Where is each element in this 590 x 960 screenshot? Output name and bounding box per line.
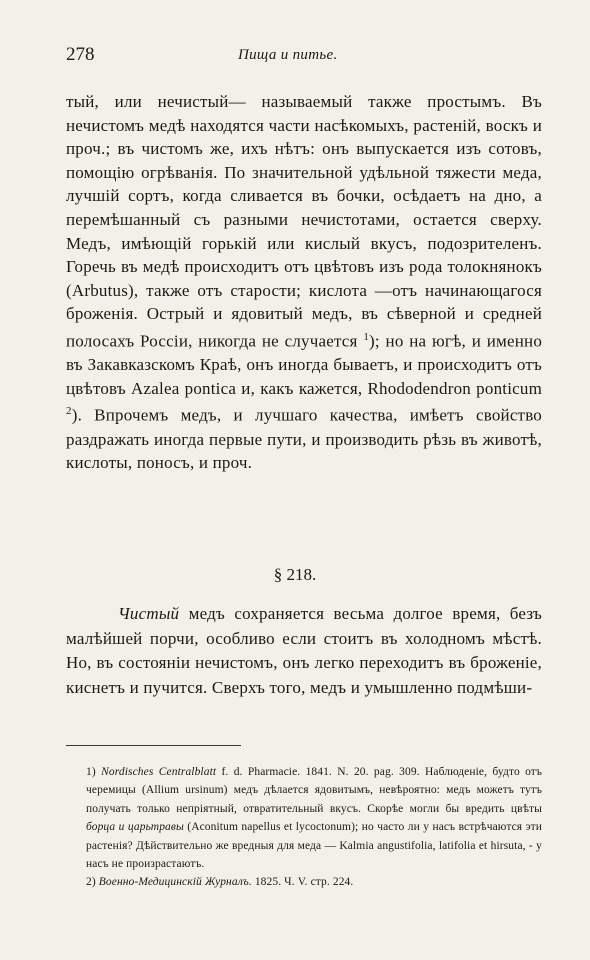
- running-head: Пища и питье.: [238, 47, 338, 63]
- paragraph-1-text-c: ). Впрочемъ медъ, и лучшаго качества, имѣетъ свойство раздражать иногда первые пути, и производить рѣзь въ животѣ, кислоты, поносъ, и проч.: [66, 406, 542, 473]
- footnote-2-text: 1825. Ч. V. стр. 224.: [251, 876, 354, 889]
- footnote-2: [86, 873, 542, 891]
- paragraph-2-text: медъ сохраняется весьма долгое время, безъ малѣйшей порчи, особливо если стоитъ въ холодномъ мѣстѣ. Но, въ состояніи нечистомъ, онъ легко переходитъ въ броженіе, киснетъ и пучится. Сверхъ того, медъ и умышленно подмѣши-: [66, 604, 542, 697]
- section-218-body: [66, 602, 542, 700]
- footnote-divider: [66, 745, 241, 746]
- footnote-1-source: Nordisches Centralblatt: [101, 766, 217, 778]
- page-number: 278: [66, 44, 95, 65]
- paragraph-2: [66, 602, 542, 700]
- footnote-2-marker: 2): [86, 876, 96, 889]
- footnote-1-marker: 1): [86, 766, 96, 778]
- footnote-1: [86, 763, 542, 873]
- footnote-ref-1: 1: [363, 330, 370, 343]
- footnote-1-text-a: f. d. Pharmacie. 1841. N. 20. pag. 309. Наблюденіе, будто отъ черемицы (Allium ursinum) медъ дѣлается ядовитымъ, невѣроятно: медъ можетъ тутъ получать только непріятный, отвратительный вкусъ. Скорѣе могли бы вредить цвѣты: [86, 766, 542, 815]
- paragraph-continued: [66, 90, 542, 475]
- page-header: [66, 44, 536, 68]
- footnote-2-source: Военно-Медицинскій Журналъ.: [98, 876, 252, 889]
- paragraph-1-text-a: тый, или нечистый— называемый также простымъ. Въ нечистомъ медѣ находятся части насѣкомыхъ, растеній, воскъ и проч.; въ чистомъ же, ихъ нѣтъ: онъ выпускается изъ сотовъ, помощію огрѣванія. По значительной удѣльной тяжести меда, лучшій сортъ, когда сливается въ бочки, осѣдаетъ на дно, а перемѣшанный съ разными нечистотами, остается сверху. Медъ, имѣющій горькій или кислый вкусъ, подозрителенъ. Горечь въ медѣ происходитъ отъ цвѣтовъ изъ рода толокнянокъ (Arbutus), также отъ старости; кислота —отъ начинающагося броженія. Острый и ядовитый медъ, въ сѣверной и средней полосахъ Россіи, никогда не случается: [66, 92, 542, 351]
- paragraph-1-text-b: ); но на югѣ, и именно въ Закавказскомъ Краѣ, онъ иногда бываетъ, и происходитъ отъ цвѣтовъ Azalea pontica и, какъ кажется, Rhododendron ponticum: [66, 331, 543, 398]
- footnote-1-text-b: (Aconitum napellus et lycoctonum); но часто ли у насъ встрѣчаются эти растенія? Дѣйствительно же вредныя для меда — Kalmia angustifolia, latifolia et hirsuta, - у насъ не произрастаютъ.: [86, 821, 542, 871]
- paragraph-2-lead: Чистый: [118, 604, 180, 623]
- paragraph-1: [66, 90, 542, 475]
- footnotes: [86, 763, 542, 892]
- section-heading: § 218.: [273, 565, 317, 584]
- footnote-ref-2: 2: [66, 405, 72, 418]
- footnote-1-italic-plants: борца и царьтравы: [86, 821, 184, 834]
